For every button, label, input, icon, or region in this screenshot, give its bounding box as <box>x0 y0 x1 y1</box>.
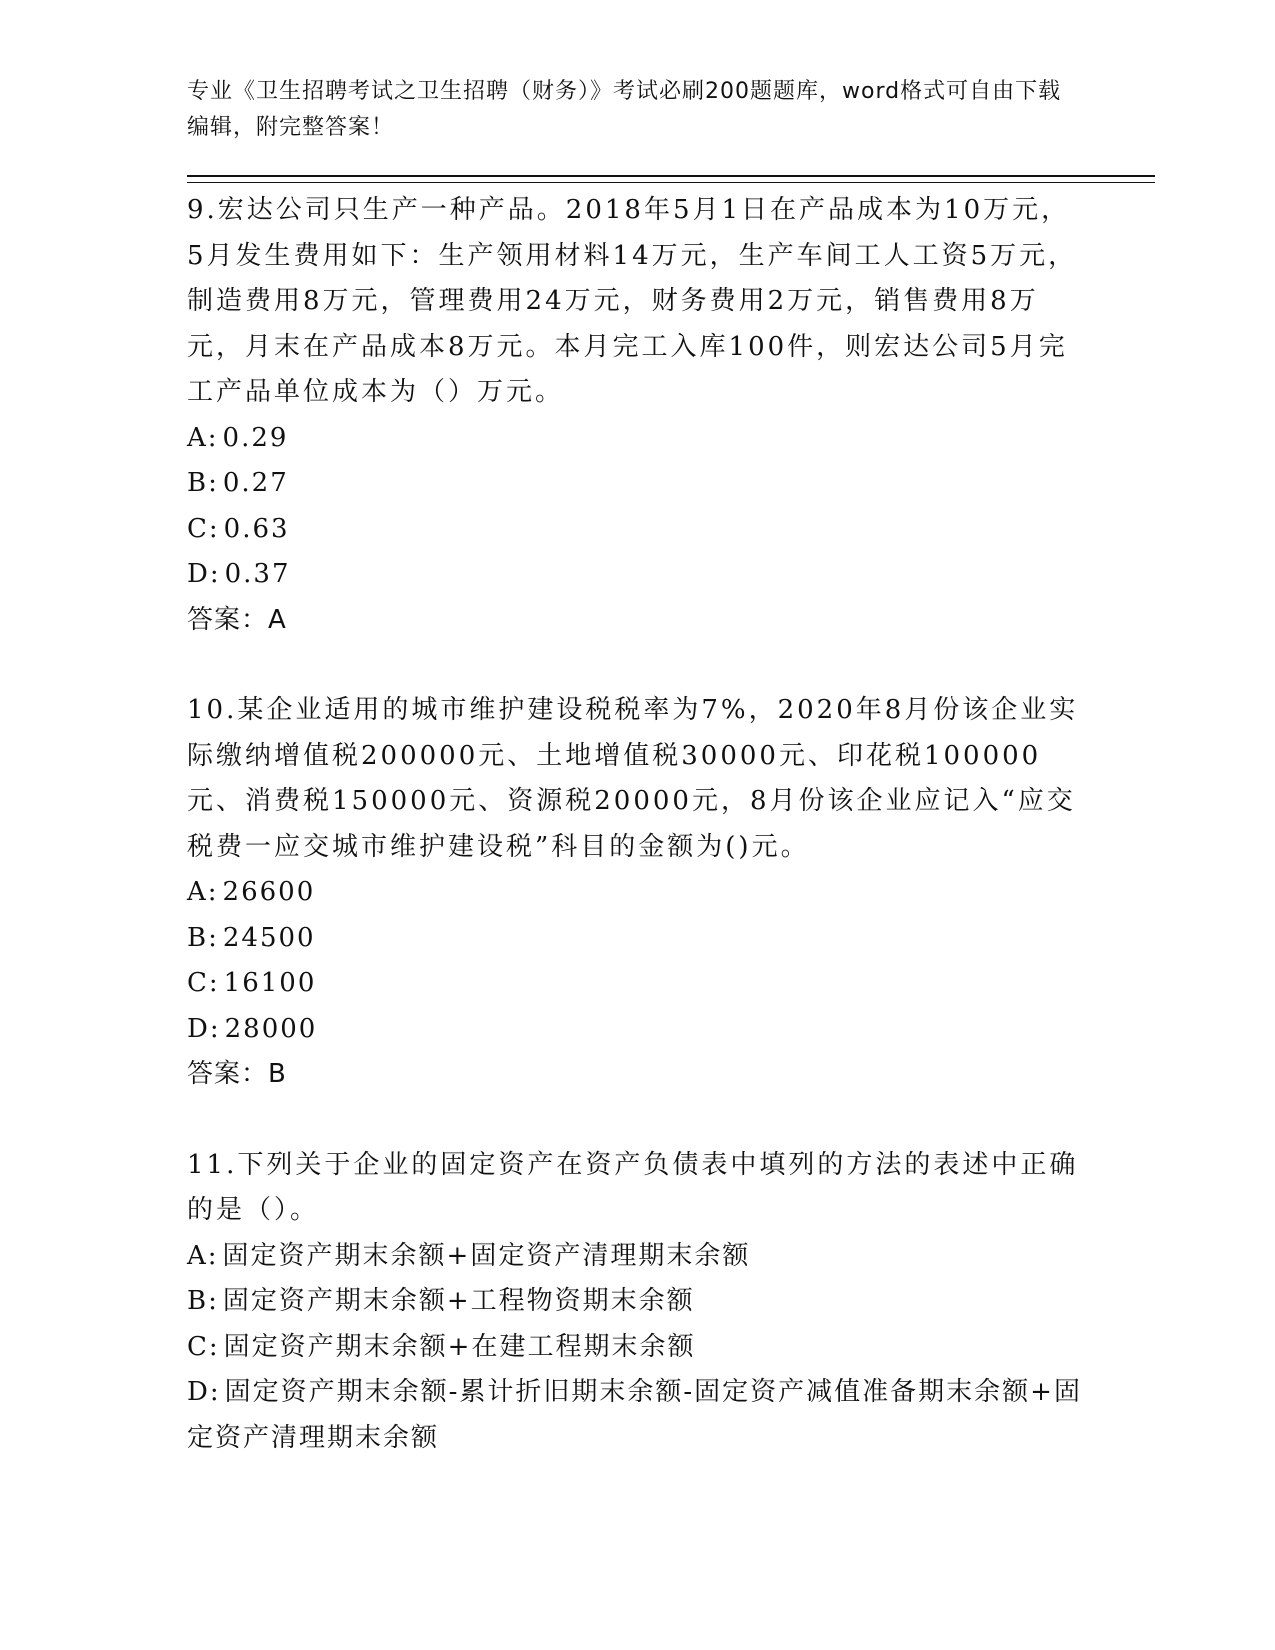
option-label: B: <box>187 1286 219 1316</box>
option-b <box>187 1279 1087 1325</box>
option-label: D: <box>187 1377 221 1407</box>
option-text: 固定资产期末余额+固定资产清理期末余额 <box>222 1240 751 1271</box>
option-label: D: <box>187 1013 221 1044</box>
option-label: B: <box>187 468 219 498</box>
answer-line: 答案：A <box>187 604 287 635</box>
option-label: C: <box>187 968 220 998</box>
question-list <box>187 188 1087 1506</box>
option-a <box>187 870 1087 916</box>
option-b <box>187 916 1087 962</box>
option-d <box>187 1370 1087 1461</box>
question-stem: 10.某企业适用的城市维护建设税税率为7%，2020年8月份该企业实际缴纳增值税200000元、土地增值税30000元、印花税100000元、消费税150000元、资源税20000元，8月份该企业应记入“应交税费一应交城市维护建设税”科目的金额为()元。 <box>187 695 1079 862</box>
option-text: 0.27 <box>222 468 289 498</box>
option-label: D: <box>187 559 221 589</box>
option-d <box>187 1007 1087 1053</box>
option-text: 0.63 <box>223 513 290 544</box>
option-text: 28000 <box>224 1013 318 1044</box>
question-stem: 9.宏达公司只生产一种产品。2018年5月1日在产品成本为10万元，5月发生费用如下：生产领用材料14万元，生产车间工人工资5万元，制造费用8万元，管理费用24万元，财务费用2万元，销售费用8万元，月末在产品成本8万元。本月完工入库100件，则宏达公司5月完工产品单位成本为（）万元。 <box>187 195 1078 407</box>
option-label: B: <box>187 922 219 953</box>
question-block-10 <box>187 688 1087 1098</box>
option-text: 0.29 <box>222 422 289 453</box>
question-block-9 <box>187 188 1087 643</box>
header-divider-thin <box>187 182 1155 183</box>
option-d <box>187 552 1087 598</box>
option-label: A: <box>187 1240 219 1271</box>
option-c <box>187 961 1087 1007</box>
question-block-11 <box>187 1143 1087 1462</box>
option-text: 26600 <box>222 877 316 907</box>
option-c <box>187 1325 1087 1371</box>
option-label: C: <box>187 513 220 544</box>
option-text: 0.37 <box>224 559 291 589</box>
document-header: 专业《卫生招聘考试之卫生招聘（财务）》考试必刷200题题库，word格式可自由下载编辑，附完整答案！ <box>187 79 1062 140</box>
option-text: 固定资产期末余额-累计折旧期末余额-固定资产减值准备期末余额+固定资产清理期末余额 <box>187 1377 1082 1453</box>
question-stem: 11.下列关于企业的固定资产在资产负债表中填列的方法的表述中正确的是（）。 <box>187 1149 1079 1225</box>
option-label: A: <box>187 877 219 907</box>
option-text: 固定资产期末余额+在建工程期末余额 <box>223 1331 696 1362</box>
option-b <box>187 461 1087 507</box>
option-text: 16100 <box>223 968 317 998</box>
answer-line: 答案：B <box>187 1059 287 1089</box>
option-a <box>187 416 1087 462</box>
option-text: 固定资产期末余额+工程物资期末余额 <box>222 1286 695 1316</box>
header-divider-thick <box>187 175 1155 177</box>
option-a <box>187 1234 1087 1280</box>
option-label: C: <box>187 1331 220 1362</box>
option-text: 24500 <box>222 922 316 953</box>
option-label: A: <box>187 422 219 453</box>
option-c <box>187 507 1087 553</box>
